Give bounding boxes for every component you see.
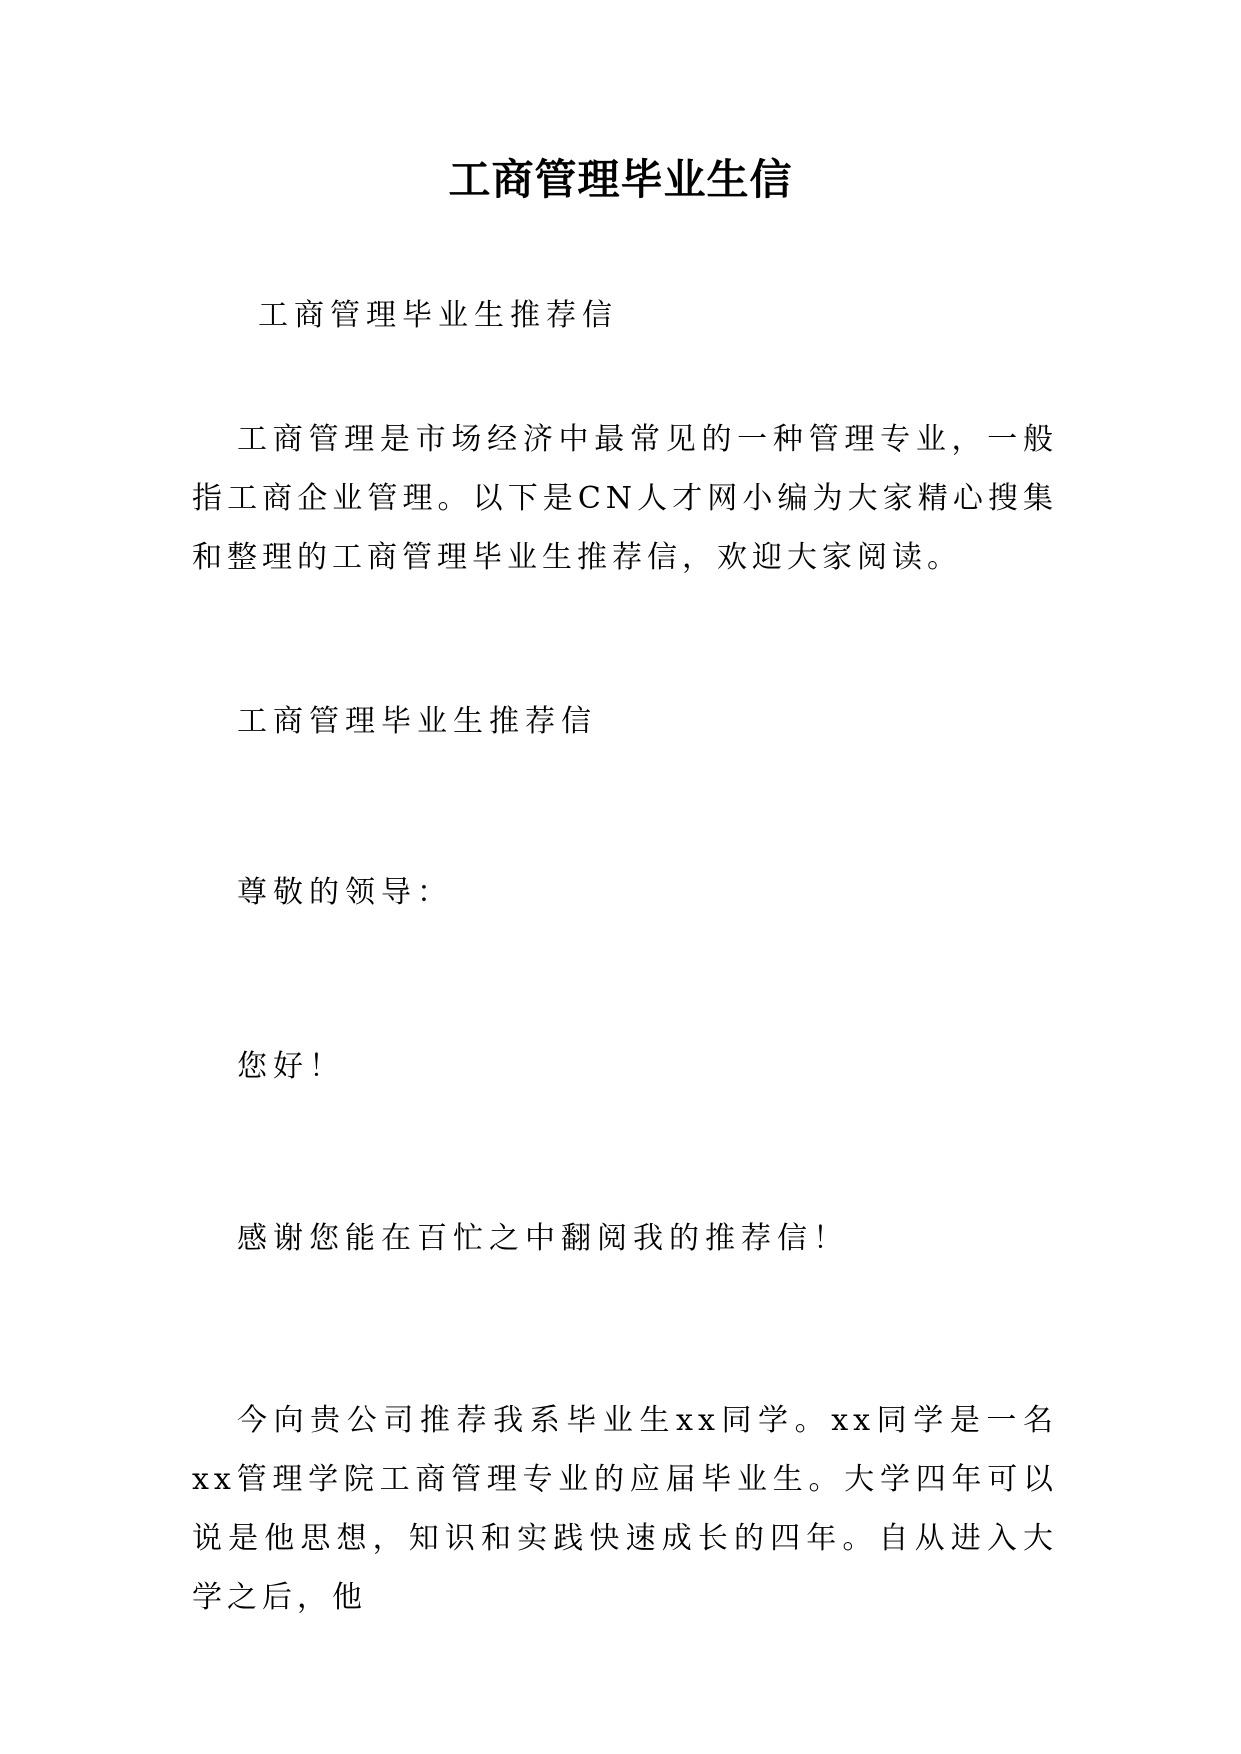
greeting: 您好！ bbox=[237, 1049, 345, 1084]
salutation: 尊敬的领导： bbox=[237, 875, 453, 910]
intro-paragraph: 工商管理是市场经济中最常见的一种管理专业，一般指工商企业管理。以下是CN人才网小编为大家精心搜集和整理的工商管理毕业生推荐信，欢迎大家阅读。 bbox=[192, 422, 1058, 575]
document-title: 工商管理毕业生信 bbox=[448, 155, 793, 204]
document-subtitle: 工商管理毕业生推荐信 bbox=[258, 298, 618, 333]
letter-title: 工商管理毕业生推荐信 bbox=[237, 704, 597, 739]
body-paragraph: 今向贵公司推荐我系毕业生xx同学。xx同学是一名xx管理学院工商管理专业的应届毕业生。大学四年可以说是他思想，知识和实践快速成长的四年。自从进入大学之后，他 bbox=[192, 1403, 1058, 1615]
thanks-line: 感谢您能在百忙之中翻阅我的推荐信！ bbox=[237, 1221, 849, 1256]
